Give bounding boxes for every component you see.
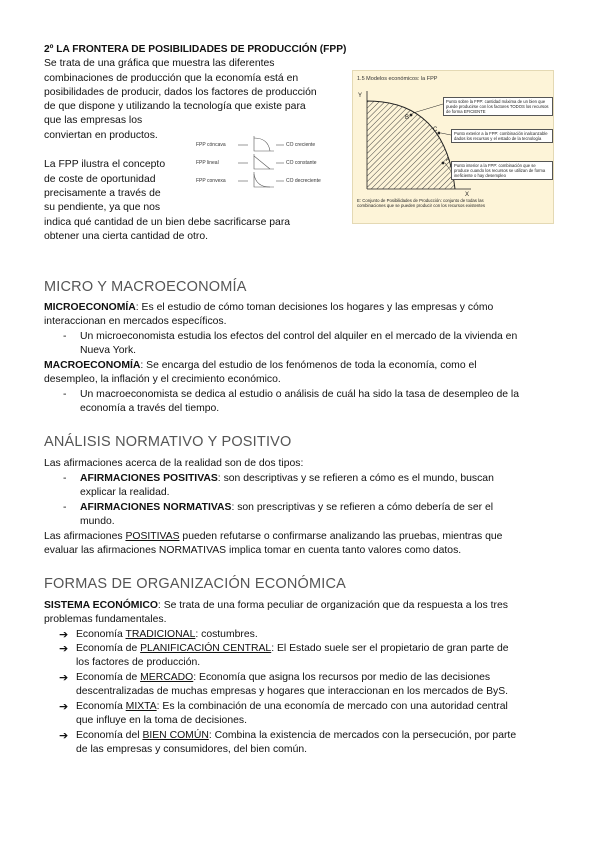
fig-row-left: FPP cóncava bbox=[196, 142, 226, 148]
economy-type-item: ➔ Economía de PLANIFICACIÓN CENTRAL: El Estado suele ser el propietario de gran parte de los factores de producción. bbox=[59, 643, 509, 669]
fpp-line: posibilidades de producir, dados los factores de producción bbox=[44, 87, 317, 98]
heading-micro-macro: MICRO Y MACROECONOMÍA bbox=[44, 279, 247, 295]
arrow-icon: ➔ bbox=[59, 730, 69, 742]
fpp-note: Punto sobre la FPP: cantidad máxima de un bien que puede producirse con los factores TODOS los recursos de forma EFICIENTE bbox=[443, 97, 553, 116]
sistema-definition: SISTEMA ECONÓMICO: Se trata de una forma peculiar de organización que da respuesta a los tres bbox=[44, 600, 508, 611]
fpp-line: Se trata de una gráfica que muestra las diferentes bbox=[44, 58, 275, 69]
fpp-shapes-graphic bbox=[190, 133, 328, 195]
fpp-note: Punto exterior a la FPP: combinación inalcanzable dados los recursos y el estado de la tecnología bbox=[451, 129, 553, 143]
fpp-line: su pendiente, ya que nos bbox=[44, 202, 161, 213]
normative-item-cont: mundo. bbox=[80, 516, 115, 527]
fig-row-right: CO creciente bbox=[286, 142, 316, 148]
fpp-line: obtener una cierta cantidad de otro. bbox=[44, 231, 209, 242]
arrow-icon: ➔ bbox=[59, 672, 69, 684]
fpp-line: indica qué cantidad de un bien debe sacrificarse para bbox=[44, 217, 291, 228]
macro-term: MACROECONOMÍA bbox=[44, 360, 141, 371]
heading-normativo: ANÁLISIS NORMATIVO Y POSITIVO bbox=[44, 434, 292, 450]
fig-row-right: CO constante bbox=[286, 160, 317, 166]
fpp-point-label: B bbox=[405, 115, 410, 121]
micro-example: - Un microeconomista estudia los efectos del control del alquiler en el mercado de la vivienda en bbox=[63, 331, 518, 342]
arrow-icon: ➔ bbox=[59, 629, 69, 641]
fpp-line: que las empresas los bbox=[44, 115, 143, 126]
economy-type-item: ➔ Economía del BIEN COMÚN: Combina la existencia de mercados con la persecución, por parte de las empresas y consumidores, del bien común. bbox=[59, 730, 517, 756]
fpp-axis-y: Y bbox=[358, 93, 363, 99]
positive-item-cont: explicar la realidad. bbox=[80, 487, 170, 498]
sistema-definition-cont: problemas fundamentales. bbox=[44, 614, 167, 625]
fpp-model-header: 1.5 Modelos económicos: la FPP bbox=[357, 76, 438, 82]
fpp-line: conviertan en productos. bbox=[44, 130, 158, 141]
economy-type-item: ➔ Economía MIXTA: Es la combinación de una economía de mercado con una autoridad central que influye en la toma de decisiones. bbox=[59, 701, 508, 727]
fig-row-left: FPP convexa bbox=[196, 178, 226, 184]
fig-row-left: FPP lineal bbox=[196, 160, 219, 166]
fpp-line: precisamente a través de bbox=[44, 188, 161, 199]
fig-row-right: CO decreciente bbox=[286, 178, 321, 184]
macro-example: - Un macroeconomista se dedica al estudio o análisis de cuál ha sido la tasa de desempleo de la bbox=[63, 389, 519, 400]
fpp-title: 2º LA FRONTERA DE POSIBILIDADES DE PRODUCCIÓN (FPP) bbox=[44, 44, 347, 55]
fpp-point-label: A bbox=[446, 157, 451, 163]
normative-item: - AFIRMACIONES NORMATIVAS: son prescriptivas y se refieren a cómo debería de ser el bbox=[63, 502, 494, 513]
normativo-closing: Las afirmaciones POSITIVAS pueden refutarse o confirmarse analizando las pruebas, mientras que bbox=[44, 531, 503, 542]
fpp-line: de coste de oportunidad bbox=[44, 174, 156, 185]
economy-type-item: ➔ Economía TRADICIONAL: costumbres. bbox=[59, 629, 258, 641]
normativo-closing-cont: evaluar las afirmaciones NORMATIVAS implica tomar en cuenta tanto valores como datos. bbox=[44, 545, 462, 556]
normativo-intro: Las afirmaciones acerca de la realidad son de dos tipos: bbox=[44, 458, 304, 469]
fpp-shapes-figure bbox=[190, 133, 328, 195]
micro-example-cont: Nueva York. bbox=[80, 345, 137, 356]
macro-definition-cont: desempleo, la inflación y el crecimiento económico. bbox=[44, 374, 281, 385]
fpp-line: La FPP ilustra el concepto bbox=[44, 159, 166, 170]
micro-definition: MICROECONOMÍA: Es el estudio de cómo toman decisiones los hogares y las empresas y cómo bbox=[44, 302, 494, 313]
economy-type-item: ➔ Economía de MERCADO: Economía que asigna los recursos por medio de las decisiones descentralizadas de muchas empresas y hogares que interaccionan en los mercados de ByS. bbox=[59, 672, 509, 698]
arrow-icon: ➔ bbox=[59, 701, 69, 713]
fpp-model-caption: E: Conjunto de Posibilidades de Producción: conjunto de todas las combinaciones que se pueden producir con los recursos existentes bbox=[357, 198, 486, 209]
fpp-model-figure bbox=[352, 70, 554, 224]
fpp-line: de que dispone y utilizando la tecnología que existe para bbox=[44, 101, 306, 112]
arrow-icon: ➔ bbox=[59, 643, 69, 655]
macro-definition: MACROECONOMÍA: Se encarga del estudio de los fenómenos de toda la economía, como el bbox=[44, 360, 477, 371]
positive-item: - AFIRMACIONES POSITIVAS: son descriptivas y se refieren a cómo es el mundo, buscan bbox=[63, 473, 494, 484]
fpp-note: Punto interior a la FPP: combinación que se produce cuando los recursos se utilizan de forma ineficiente o hay desempleo bbox=[451, 161, 553, 180]
fpp-line: combinaciones de producción que la economía está en bbox=[44, 73, 299, 84]
micro-term: MICROECONOMÍA bbox=[44, 302, 136, 313]
heading-organizacion: FORMAS DE ORGANIZACIÓN ECONÓMICA bbox=[44, 576, 347, 592]
macro-example-cont: economía a través del tiempo. bbox=[80, 403, 220, 414]
micro-definition-cont: interaccionan en mercados específicos. bbox=[44, 316, 227, 327]
fpp-point-label: C bbox=[433, 127, 438, 133]
fpp-axis-x: X bbox=[465, 192, 470, 198]
